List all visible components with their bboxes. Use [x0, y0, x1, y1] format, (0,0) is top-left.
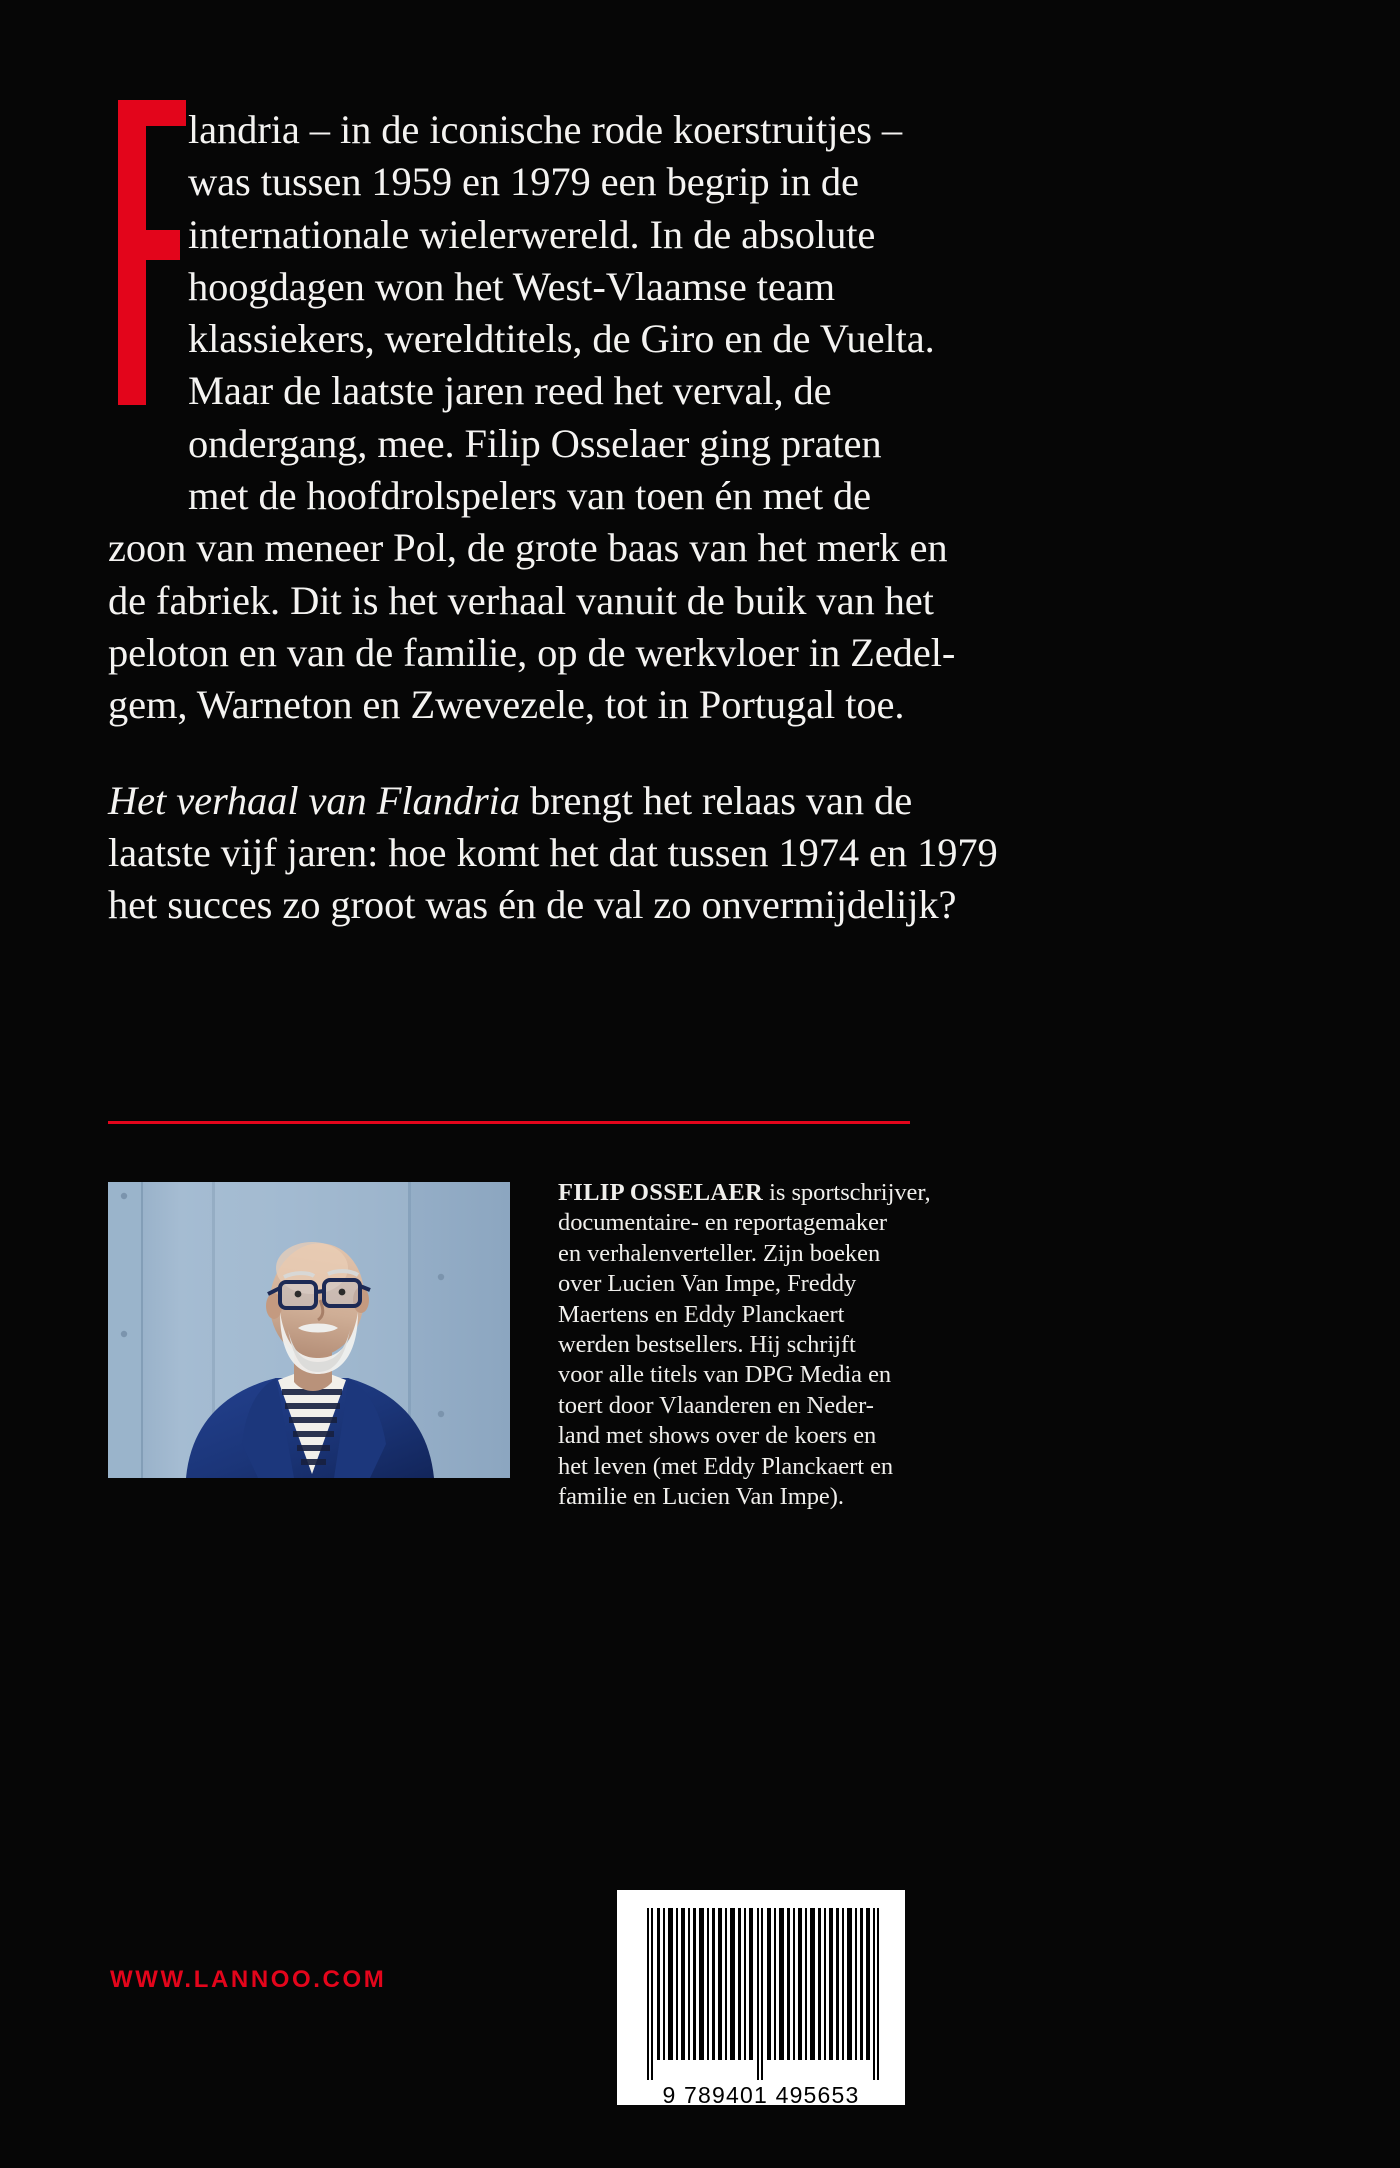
bio-line: Maertens en Eddy Planckaert — [558, 1300, 845, 1328]
blurb-line: Maar de laatste jaren reed het verval, de — [188, 368, 832, 414]
blurb-text — [108, 104, 998, 931]
blurb-line: de fabriek. Dit is het verhaal vanuit de buik van het — [108, 577, 934, 623]
bio-line-tail: is sportschrijver, — [763, 1179, 931, 1206]
blurb-line — [108, 775, 918, 827]
bio-line — [558, 1178, 931, 1208]
bio-line: en verhalenverteller. Zijn boeken — [558, 1239, 881, 1267]
blurb-line: landria – in de iconische rode koerstruitjes – — [188, 107, 903, 152]
blurb-line: zoon van meneer Pol, de grote baas van het merk en — [108, 525, 948, 571]
bio-line: documentaire- en reportagemaker — [558, 1209, 888, 1237]
blurb-line: was tussen 1959 en 1979 een begrip in de — [188, 159, 859, 205]
bio-line: werden bestsellers. Hij schrijft — [558, 1331, 856, 1359]
blurb-line: het succes zo groot was én de val zo onvermijdelijk? — [108, 882, 957, 928]
bio-line: het leven (met Eddy Planckaert en — [558, 1452, 894, 1480]
barcode-digits: 9 789401 495653 — [662, 2082, 860, 2108]
publisher-url[interactable]: WWW.LANNOO.COM — [110, 1966, 387, 1993]
blurb-paragraph-1 — [108, 104, 956, 732]
blurb-line: peloton en van de familie, op de werkvloer in Zedel- — [108, 629, 956, 675]
book-title-italic: Het verhaal van Flandria — [108, 777, 520, 823]
author-photo — [108, 1182, 510, 1478]
bio-line: toert door Vlaanderen en Neder- — [558, 1391, 874, 1419]
blurb-line: klassiekers, wereldtitels, de Giro en de Vuelta. — [188, 316, 935, 362]
bio-line: over Lucien Van Impe, Freddy — [558, 1270, 857, 1298]
blurb-line: internationale wielerwereld. In de absolute — [188, 211, 876, 257]
blurb-line-tail: brengt het relaas van de — [519, 777, 913, 823]
bio-line: familie en Lucien Van Impe). — [558, 1483, 844, 1511]
blurb-line: ondergang, mee. Filip Osselaer ging praten — [188, 420, 882, 466]
author-bio — [558, 1178, 931, 1512]
bio-line: land met shows over de koers en — [558, 1422, 877, 1450]
blurb-line: laatste vijf jaren: hoe komt het dat tussen 1974 en 1979 — [108, 829, 998, 875]
blurb-line: met de hoofdrolspelers van toen én met de — [188, 473, 872, 519]
red-divider-rule — [108, 1121, 910, 1124]
bio-line: voor alle titels van DPG Media en — [558, 1361, 892, 1389]
blurb-paragraph-2 — [108, 775, 998, 932]
author-name: FILIP OSSELAER — [558, 1179, 764, 1206]
blurb-line: hoogdagen won het West-Vlaamse team — [188, 263, 836, 309]
blurb-line: gem, Warneton en Zwevezele, tot in Portugal toe. — [108, 682, 905, 728]
barcode — [617, 1890, 905, 2105]
